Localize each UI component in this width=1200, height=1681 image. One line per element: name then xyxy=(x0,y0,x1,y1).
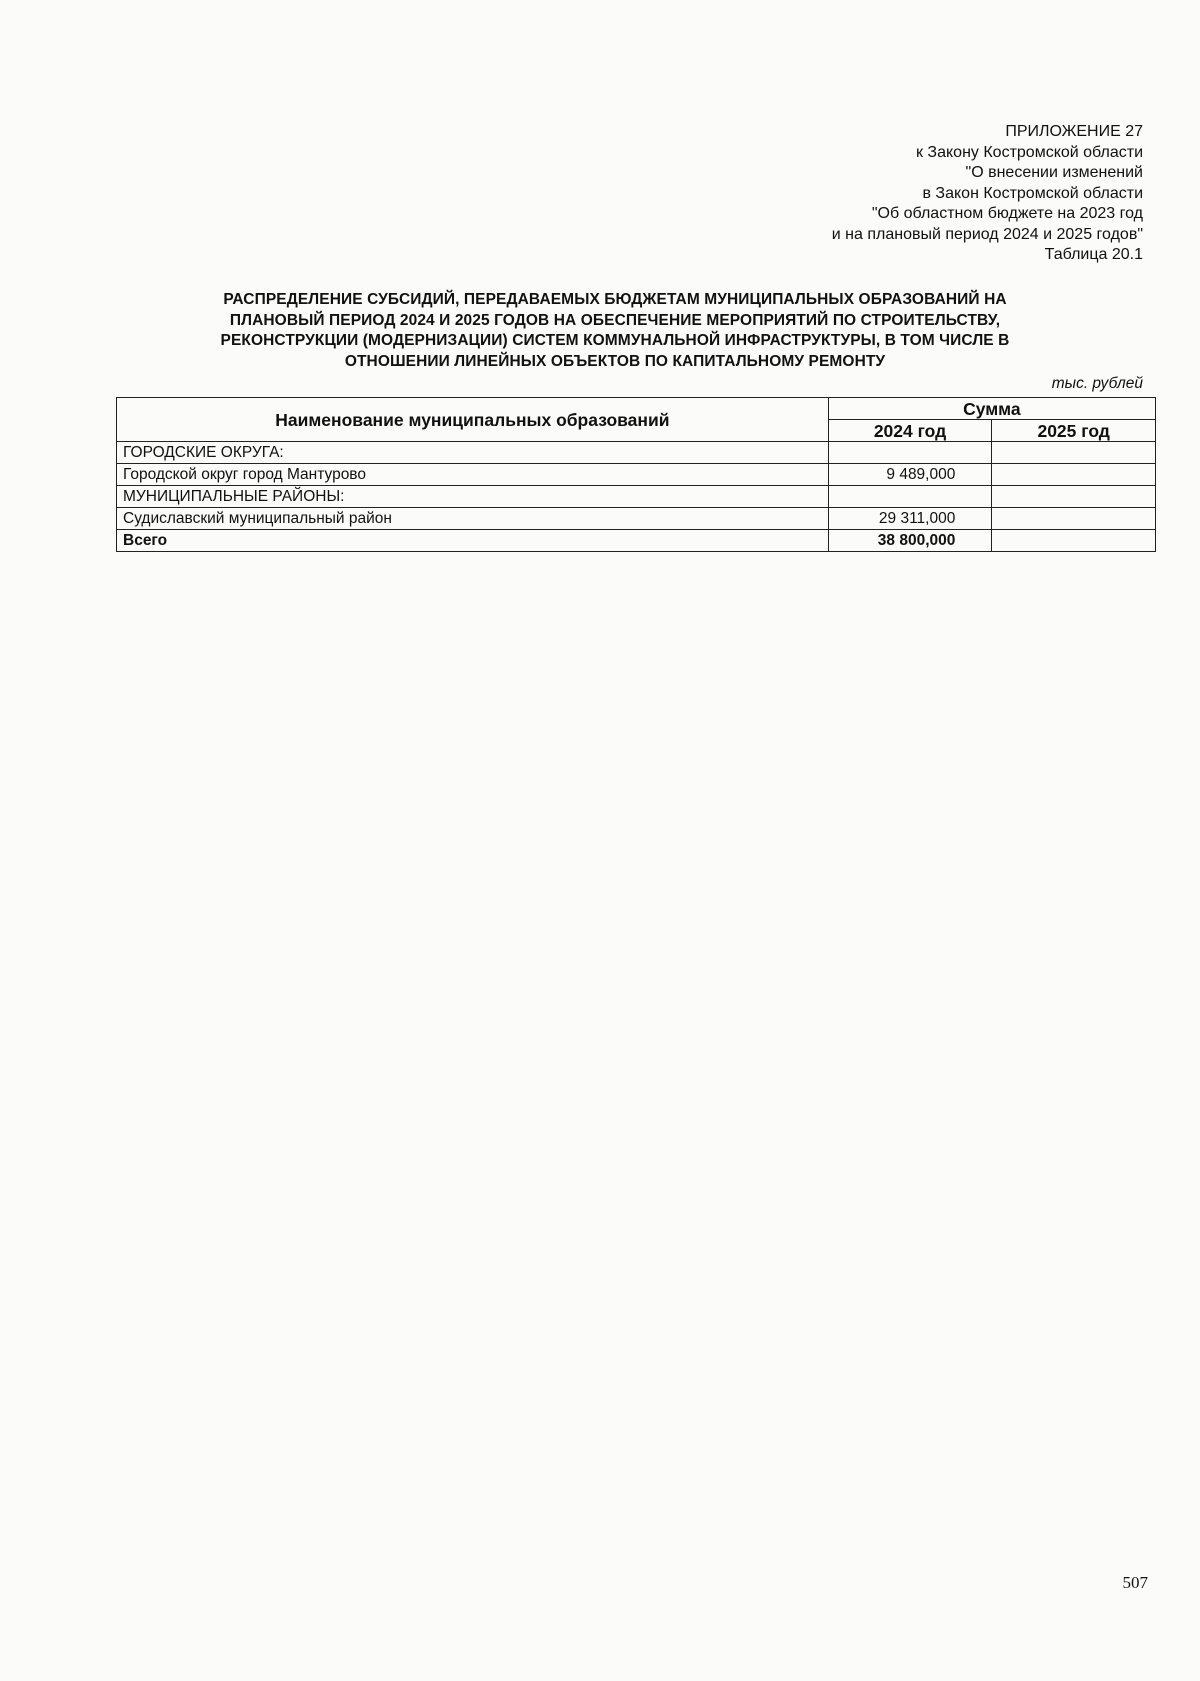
appendix-line: "О внесении изменений xyxy=(965,164,1143,181)
total-value-2024: 38 800,000 xyxy=(828,530,992,552)
column-header-2025: 2025 год xyxy=(992,420,1156,442)
appendix-line: и на плановый период 2024 и 2025 годов" xyxy=(831,225,1143,243)
appendix-header xyxy=(543,122,1143,266)
document-title xyxy=(150,290,1080,372)
row-value-2024 xyxy=(828,442,992,464)
title-line: ОТНОШЕНИИ ЛИНЕЙНЫХ ОБЪЕКТОВ ПО КАПИТАЛЬНОМУ РЕМОНТУ xyxy=(344,352,886,370)
table-row xyxy=(117,486,1156,508)
row-value-2025 xyxy=(992,508,1156,530)
column-header-sum: Сумма xyxy=(828,398,1155,420)
subsidy-table xyxy=(116,397,1156,552)
row-value-2024: 29 311,000 xyxy=(828,508,992,530)
appendix-number: ПРИЛОЖЕНИЕ 27 xyxy=(1005,123,1143,140)
appendix-line: "Об областном бюджете на 2023 год xyxy=(871,205,1143,222)
table-row xyxy=(117,508,1156,530)
row-name: МУНИЦИПАЛЬНЫЕ РАЙОНЫ: xyxy=(117,486,829,508)
title-line: РАСПРЕДЕЛЕНИЕ СУБСИДИЙ, ПЕРЕДАВАЕМЫХ БЮДЖЕТАМ МУНИЦИПАЛЬНЫХ ОБРАЗОВАНИЙ НА xyxy=(223,291,1007,308)
table-row xyxy=(117,442,1156,464)
row-value-2024: 9 489,000 xyxy=(828,464,992,486)
column-header-name: Наименование муниципальных образований xyxy=(117,398,829,442)
table-row xyxy=(117,464,1156,486)
column-header-2024: 2024 год xyxy=(828,420,992,442)
units-label: тыс. рублей xyxy=(1051,375,1143,392)
row-name: Городской округ город Мантурово xyxy=(117,464,829,486)
total-label: Всего xyxy=(117,530,829,552)
total-row xyxy=(117,530,1156,552)
appendix-line: в Закон Костромской области xyxy=(922,184,1143,202)
row-name: Судиславский муниципальный район xyxy=(117,508,829,530)
total-value-2025 xyxy=(992,530,1156,552)
row-value-2024 xyxy=(828,486,992,508)
title-line: ПЛАНОВЫЙ ПЕРИОД 2024 И 2025 ГОДОВ НА ОБЕСПЕЧЕНИЕ МЕРОПРИЯТИЙ ПО СТРОИТЕЛЬСТВУ, xyxy=(229,311,1001,329)
table-number: Таблица 20.1 xyxy=(1044,246,1143,263)
row-value-2025 xyxy=(992,486,1156,508)
title-line: РЕКОНСТРУКЦИИ (МОДЕРНИЗАЦИИ) СИСТЕМ КОММУНАЛЬНОЙ ИНФРАСТРУКТУРЫ, В ТОМ ЧИСЛЕ В xyxy=(220,332,1010,349)
row-value-2025 xyxy=(992,464,1156,486)
page-number: 507 xyxy=(1122,1573,1148,1592)
appendix-line: к Закону Костромской области xyxy=(915,143,1143,161)
row-value-2025 xyxy=(992,442,1156,464)
row-name: ГОРОДСКИЕ ОКРУГА: xyxy=(117,442,829,464)
